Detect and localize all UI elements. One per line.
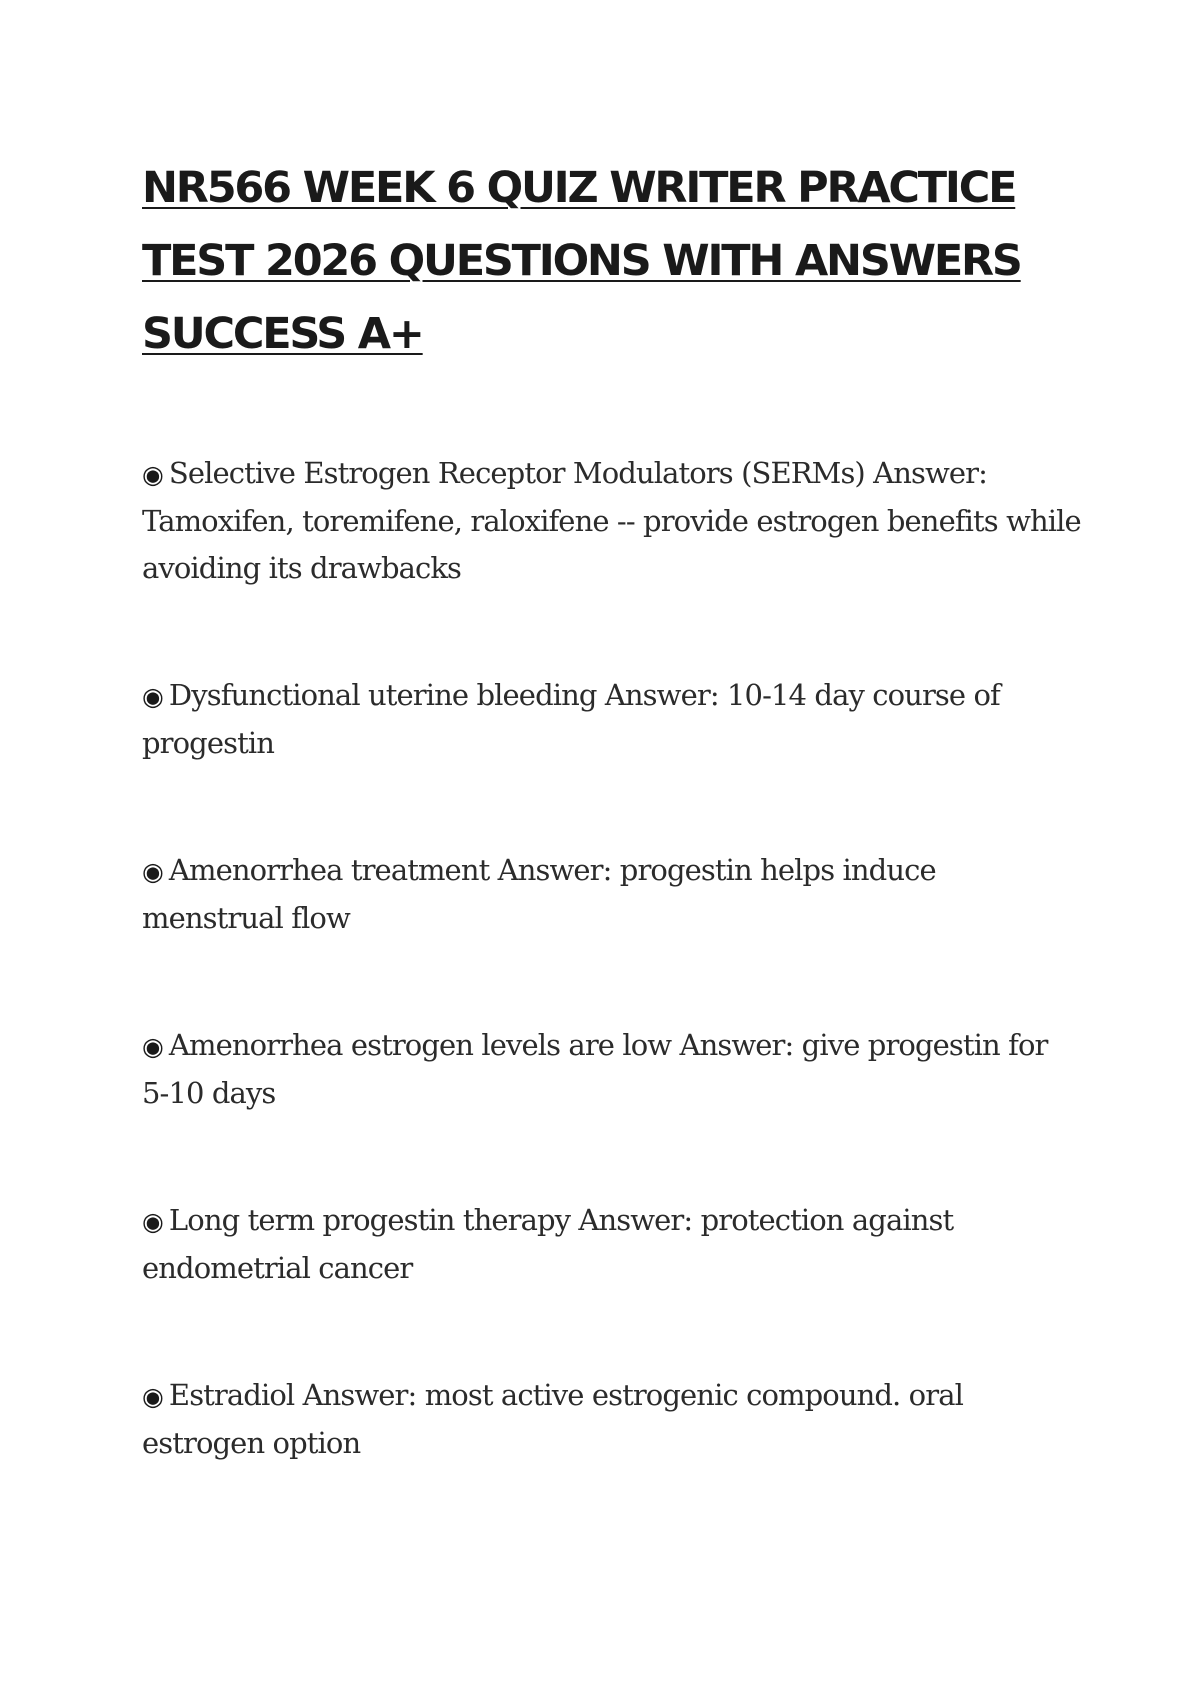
qa-item-text: Estradiol Answer: most active estrogenic compound. oral estrogen option [142,1378,963,1460]
qa-item-text: Amenorrhea estrogen levels are low Answer: give progestin for 5-10 days [142,1028,1048,1110]
qa-item-text: Amenorrhea treatment Answer: progestin helps induce menstrual flow [142,853,936,935]
radio-bullet-icon: ◉ [142,1207,163,1236]
radio-bullet-icon: ◉ [142,682,163,711]
qa-item [142,672,1082,767]
qa-item [142,1197,1082,1292]
radio-bullet-icon: ◉ [142,460,163,489]
qa-item [142,847,1082,942]
radio-bullet-icon: ◉ [142,1382,163,1411]
qa-item-text: Long term progestin therapy Answer: protection against endometrial cancer [142,1203,954,1285]
qa-item [142,450,1082,592]
qa-list [142,450,1082,1547]
document-title: NR566 WEEK 6 QUIZ WRITER PRACTICE TEST 2026 QUESTIONS WITH ANSWERS SUCCESS A+ [142,163,1021,359]
radio-bullet-icon: ◉ [142,857,163,886]
qa-item-text: Dysfunctional uterine bleeding Answer: 10-14 day course of progestin [142,678,1000,760]
radio-bullet-icon: ◉ [142,1032,163,1061]
qa-item-text: Selective Estrogen Receptor Modulators (SERMs) Answer: Tamoxifen, toremifene, raloxifene -- provide estrogen benefits while avoiding its drawbacks [142,456,1081,585]
qa-item [142,1022,1082,1117]
qa-item [142,1372,1082,1467]
